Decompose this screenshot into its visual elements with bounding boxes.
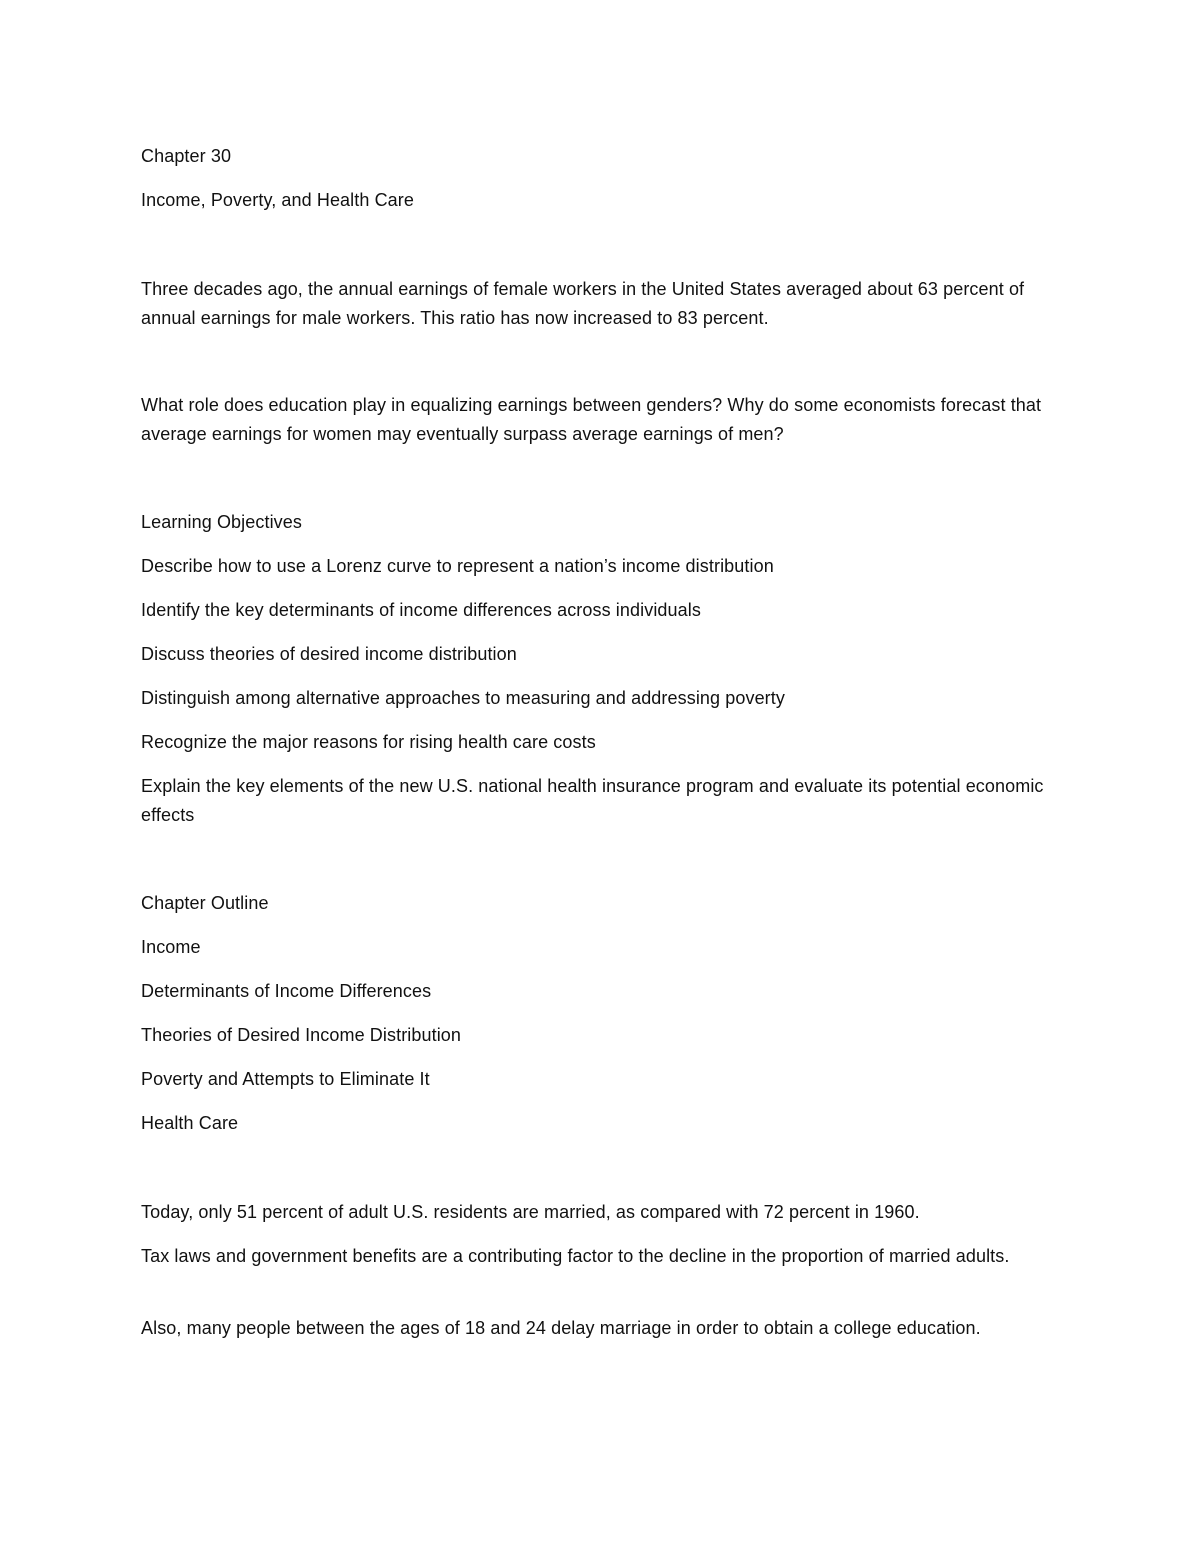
chapter-number: Chapter 30 [141, 146, 232, 166]
objective-item: Identify the key determinants of income differences across individuals [141, 600, 701, 620]
outline-item: Health Care [141, 1113, 239, 1133]
outline-heading: Chapter Outline [141, 893, 269, 913]
outline-item: Poverty and Attempts to Eliminate It [141, 1069, 430, 1089]
objective-item: Distinguish among alternative approaches to measuring and addressing poverty [141, 688, 785, 708]
objective-item: Describe how to use a Lorenz curve to represent a nation’s income distribution [141, 556, 774, 576]
intro-paragraph: Three decades ago, the annual earnings of female workers in the United States averaged about 63 percent of annual earnings for male workers. This ratio has now increased to 83 percent. [141, 279, 1025, 328]
objective-item: Explain the key elements of the new U.S. national health insurance program and evaluate its potential economic effects [141, 776, 1044, 825]
marriage-statement: Tax laws and government benefits are a contributing factor to the decline in the proportion of married adults. [141, 1246, 1010, 1266]
objectives-heading: Learning Objectives [141, 512, 302, 532]
marriage-statement: Today, only 51 percent of adult U.S. residents are married, as compared with 72 percent in 1960. [141, 1202, 920, 1222]
objective-item: Discuss theories of desired income distribution [141, 644, 517, 664]
marriage-statement: Also, many people between the ages of 18 and 24 delay marriage in order to obtain a college education. [141, 1318, 981, 1338]
outline-item: Income [141, 937, 201, 957]
chapter-title: Income, Poverty, and Health Care [141, 190, 414, 210]
objective-item: Recognize the major reasons for rising health care costs [141, 732, 596, 752]
intro-question: What role does education play in equalizing earnings between genders? Why do some economists forecast that average earnings for women may eventually surpass average earnings of men? [141, 395, 1042, 444]
outline-item: Theories of Desired Income Distribution [141, 1025, 462, 1045]
outline-item: Determinants of Income Differences [141, 981, 432, 1001]
